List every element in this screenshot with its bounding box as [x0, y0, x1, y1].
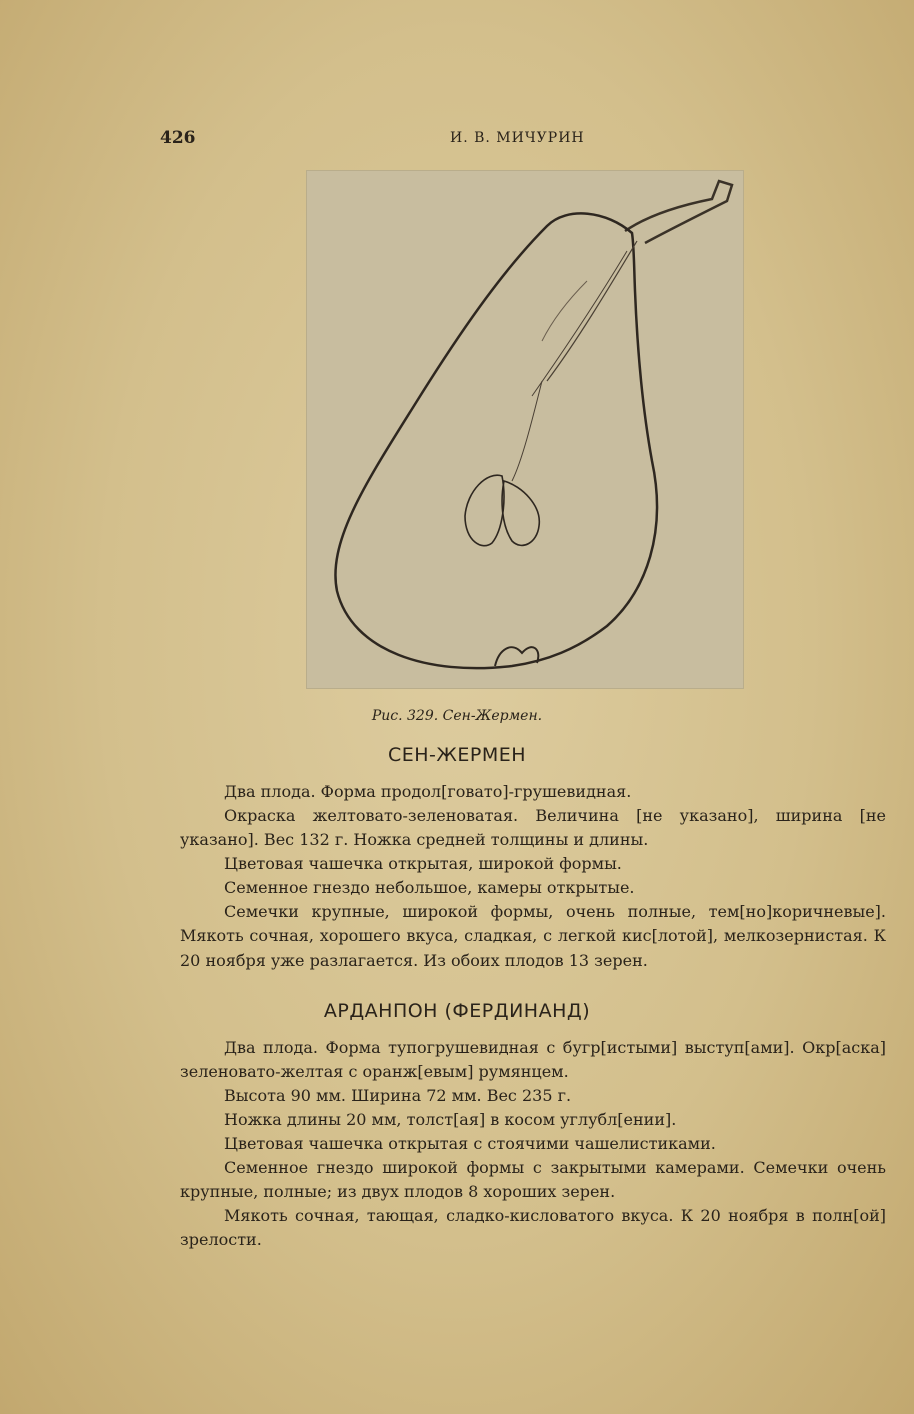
section-title-ardanpon: АРДАНПОН (ФЕРДИНАНД) — [323, 1000, 591, 1022]
running-head: И. В. МИЧУРИН — [450, 130, 585, 146]
section-title-saint-germain: СЕН-ЖЕРМЕН — [387, 744, 527, 766]
paragraph: Семенное гнездо широкой формы с закрытыми камерами. Семечки очень крупные, полные; из двух плодов 8 хороших зерен. — [180, 1158, 886, 1202]
paragraph: Цветовая чашечка открытая, широкой формы. — [224, 854, 622, 873]
page-header — [160, 128, 890, 152]
paragraph: Два плода. Форма тупогрушевидная с бугр[истыми] выступ[ами]. Окр[аска] зеленовато-желтая с оранж[евым] румянцем. — [180, 1038, 886, 1082]
pear-drawing — [307, 171, 743, 688]
paragraph: Два плода. Форма продол[говато]-грушевидная. — [224, 782, 632, 801]
page-number: 426 — [160, 128, 196, 148]
paragraph: Ножка длины 20 мм, толст[ая] в косом углубл[ении]. — [224, 1110, 677, 1129]
paragraph: Семечки крупные, широкой формы, очень полные, тем[но]коричневые]. Мякоть сочная, хорошего вкуса, сладкая, с легкой кис[лотой], мелкозернистая. К 20 ноября уже разлагается. Из обоих плодов 13 зерен. — [180, 902, 886, 970]
paragraph: Семенное гнездо небольшое, камеры открытые. — [224, 878, 635, 897]
paragraph: Высота 90 мм. Ширина 72 мм. Вес 235 г. — [224, 1086, 572, 1105]
paragraph: Мякоть сочная, тающая, сладко-кисловатого вкуса. К 20 ноября в полн[ой] зрелости. — [180, 1206, 886, 1250]
paragraph: Цветовая чашечка открытая с стоячими чашелистиками. — [224, 1134, 716, 1153]
figure-caption: Рис. 329. Сен-Жермен. — [371, 708, 543, 724]
paragraph: Окраска желтовато-зеленоватая. Величина [не указано], ширина [не указано]. Вес 132 г. Ножка средней толщины и длины. — [180, 806, 886, 850]
pear-illustration — [306, 170, 744, 689]
